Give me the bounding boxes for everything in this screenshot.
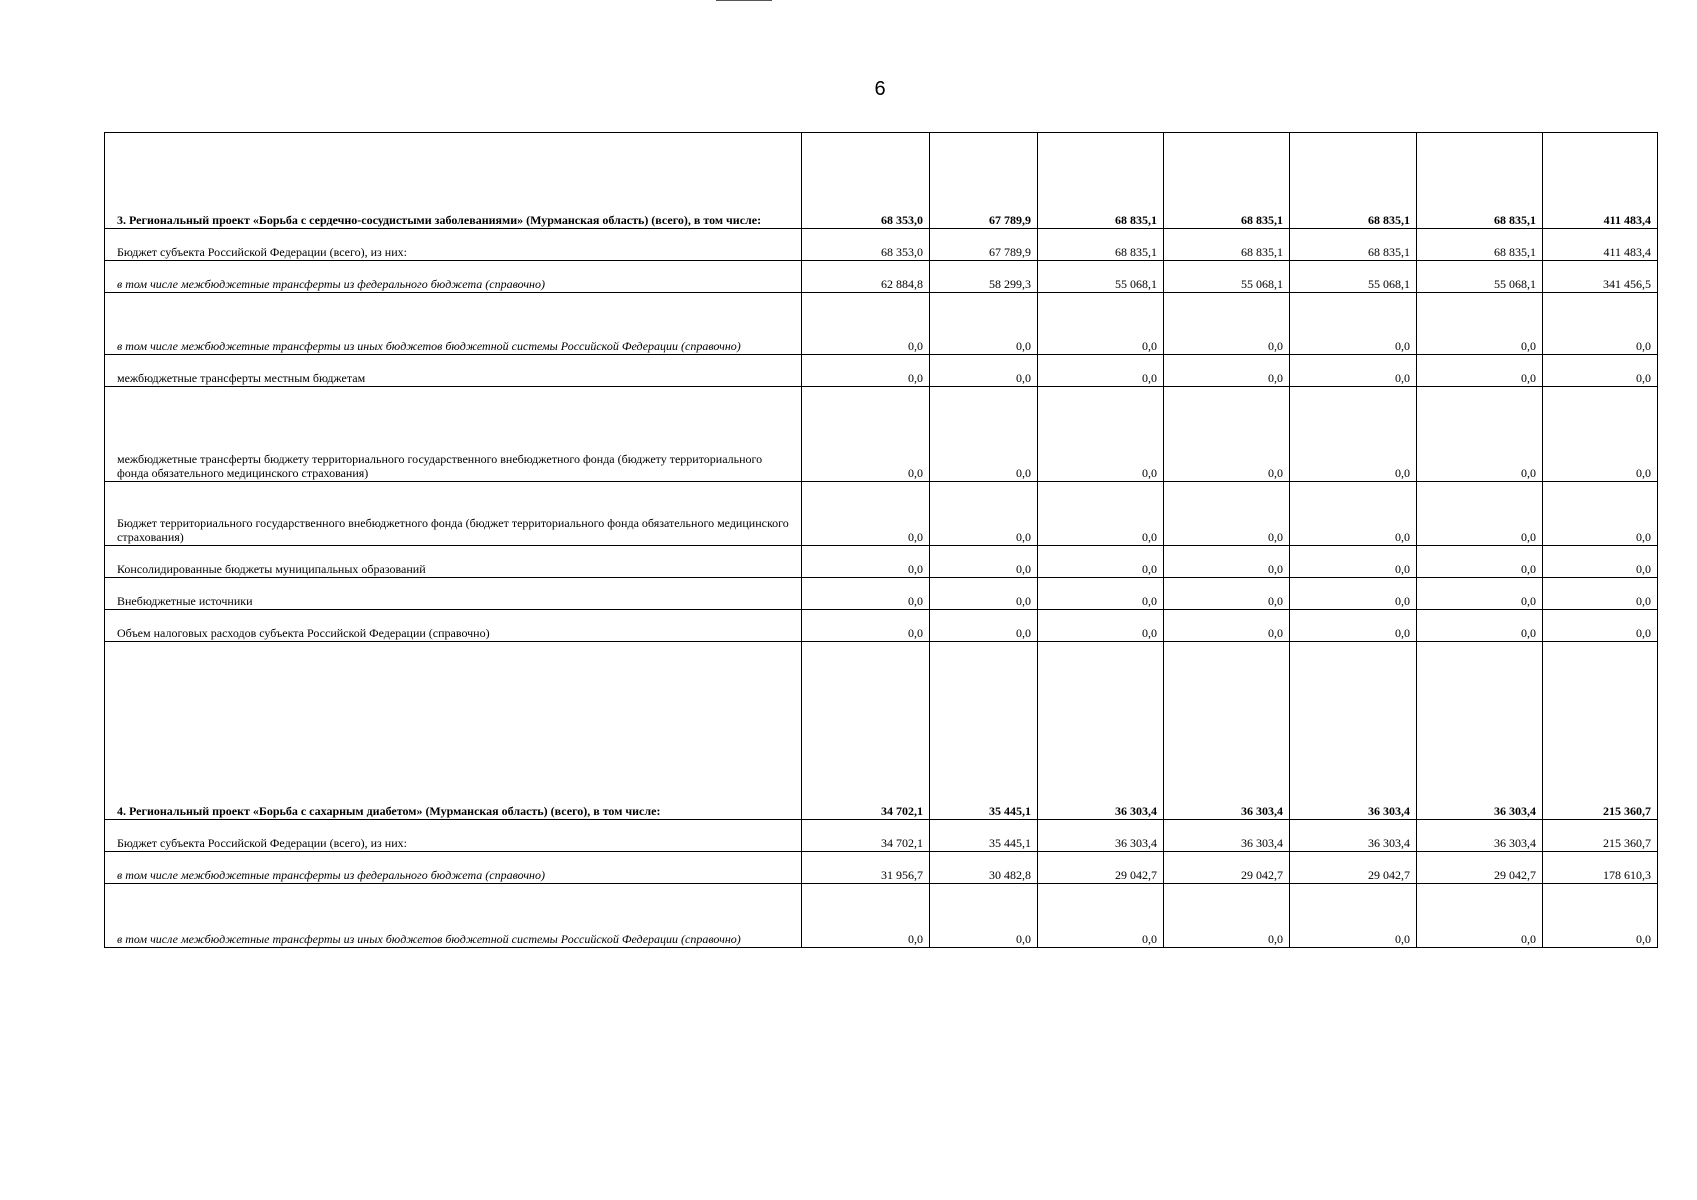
scan-mark bbox=[716, 0, 772, 1]
value-cell: 30 482,8 bbox=[930, 852, 1038, 884]
value-cell: 0,0 bbox=[1038, 884, 1164, 948]
value-cell: 0,0 bbox=[1038, 546, 1164, 578]
row-label: межбюджетные трансферты бюджету территориального государственного внебюджетного фонда (бюджету территориального фонда обязательного медицинского страхования) bbox=[105, 387, 802, 482]
value-cell: 68 835,1 bbox=[1417, 229, 1543, 261]
value-cell: 0,0 bbox=[802, 355, 930, 387]
value-cell: 68 835,1 bbox=[1164, 133, 1290, 229]
value-cell-total: 411 483,4 bbox=[1543, 229, 1658, 261]
table-row bbox=[105, 578, 1658, 610]
value-cell: 68 835,1 bbox=[1290, 133, 1417, 229]
value-cell-total: 215 360,7 bbox=[1543, 642, 1658, 820]
value-cell-total: 0,0 bbox=[1543, 546, 1658, 578]
value-cell: 36 303,4 bbox=[1164, 642, 1290, 820]
table-row bbox=[105, 387, 1658, 482]
value-cell: 68 835,1 bbox=[1038, 133, 1164, 229]
row-label: в том числе межбюджетные трансферты из федерального бюджета (справочно) bbox=[105, 852, 802, 884]
value-cell: 0,0 bbox=[1038, 293, 1164, 355]
value-cell: 36 303,4 bbox=[1164, 820, 1290, 852]
value-cell: 34 702,1 bbox=[802, 642, 930, 820]
value-cell: 0,0 bbox=[1164, 293, 1290, 355]
row-label: Объем налоговых расходов субъекта Российской Федерации (справочно) bbox=[105, 610, 802, 642]
value-cell: 0,0 bbox=[1290, 387, 1417, 482]
value-cell: 36 303,4 bbox=[1290, 820, 1417, 852]
value-cell: 58 299,3 bbox=[930, 261, 1038, 293]
value-cell: 0,0 bbox=[1164, 546, 1290, 578]
value-cell: 0,0 bbox=[802, 884, 930, 948]
row-label: в том числе межбюджетные трансферты из иных бюджетов бюджетной системы Российской Федерации (справочно) bbox=[105, 884, 802, 948]
value-cell: 0,0 bbox=[1417, 293, 1543, 355]
table-row bbox=[105, 546, 1658, 578]
value-cell: 0,0 bbox=[802, 482, 930, 546]
row-label: Бюджет территориального государственного внебюджетного фонда (бюджет территориального фонда обязательного медицинского страхования) bbox=[105, 482, 802, 546]
value-cell: 0,0 bbox=[1038, 355, 1164, 387]
value-cell: 29 042,7 bbox=[1417, 852, 1543, 884]
value-cell: 0,0 bbox=[1417, 578, 1543, 610]
value-cell: 0,0 bbox=[1164, 482, 1290, 546]
value-cell: 36 303,4 bbox=[1417, 820, 1543, 852]
row-label: Консолидированные бюджеты муниципальных образований bbox=[105, 546, 802, 578]
page-number: 6 bbox=[874, 78, 886, 100]
value-cell-total: 0,0 bbox=[1543, 610, 1658, 642]
value-cell: 36 303,4 bbox=[1290, 642, 1417, 820]
value-cell-total: 0,0 bbox=[1543, 293, 1658, 355]
value-cell: 68 835,1 bbox=[1164, 229, 1290, 261]
value-cell: 0,0 bbox=[1290, 546, 1417, 578]
value-cell: 0,0 bbox=[1417, 610, 1543, 642]
value-cell: 0,0 bbox=[930, 578, 1038, 610]
value-cell: 36 303,4 bbox=[1417, 642, 1543, 820]
row-label: 3. Региональный проект «Борьба с сердечно-сосудистыми заболеваниями» (Мурманская область) (всего), в том числе: bbox=[105, 133, 802, 229]
row-label: Внебюджетные источники bbox=[105, 578, 802, 610]
value-cell: 0,0 bbox=[930, 482, 1038, 546]
row-label: Бюджет субъекта Российской Федерации (всего), из них: bbox=[105, 820, 802, 852]
table-row bbox=[105, 820, 1658, 852]
value-cell: 0,0 bbox=[1417, 355, 1543, 387]
value-cell: 0,0 bbox=[802, 546, 930, 578]
value-cell: 0,0 bbox=[1417, 546, 1543, 578]
value-cell-total: 0,0 bbox=[1543, 387, 1658, 482]
value-cell: 55 068,1 bbox=[1417, 261, 1543, 293]
value-cell: 0,0 bbox=[930, 884, 1038, 948]
table-row bbox=[105, 355, 1658, 387]
row-label: Бюджет субъекта Российской Федерации (всего), из них: bbox=[105, 229, 802, 261]
value-cell: 34 702,1 bbox=[802, 820, 930, 852]
value-cell: 0,0 bbox=[1417, 884, 1543, 948]
value-cell: 0,0 bbox=[1038, 610, 1164, 642]
value-cell: 55 068,1 bbox=[1164, 261, 1290, 293]
value-cell: 29 042,7 bbox=[1290, 852, 1417, 884]
budget-table-body bbox=[105, 133, 1658, 948]
value-cell: 0,0 bbox=[930, 355, 1038, 387]
value-cell: 36 303,4 bbox=[1038, 820, 1164, 852]
value-cell: 0,0 bbox=[1164, 610, 1290, 642]
value-cell: 0,0 bbox=[1417, 482, 1543, 546]
value-cell-total: 341 456,5 bbox=[1543, 261, 1658, 293]
row-label: межбюджетные трансферты местным бюджетам bbox=[105, 355, 802, 387]
value-cell: 0,0 bbox=[930, 546, 1038, 578]
value-cell: 68 835,1 bbox=[1038, 229, 1164, 261]
table-row bbox=[105, 133, 1658, 229]
value-cell: 67 789,9 bbox=[930, 133, 1038, 229]
value-cell: 35 445,1 bbox=[930, 642, 1038, 820]
value-cell: 0,0 bbox=[930, 293, 1038, 355]
value-cell: 0,0 bbox=[1038, 482, 1164, 546]
value-cell: 0,0 bbox=[1290, 610, 1417, 642]
value-cell: 0,0 bbox=[802, 610, 930, 642]
table-row bbox=[105, 852, 1658, 884]
value-cell: 0,0 bbox=[802, 293, 930, 355]
value-cell: 0,0 bbox=[1164, 578, 1290, 610]
value-cell: 0,0 bbox=[1038, 387, 1164, 482]
value-cell-total: 0,0 bbox=[1543, 884, 1658, 948]
table-row bbox=[105, 884, 1658, 948]
value-cell-total: 178 610,3 bbox=[1543, 852, 1658, 884]
value-cell: 0,0 bbox=[1164, 884, 1290, 948]
value-cell: 0,0 bbox=[1290, 355, 1417, 387]
value-cell: 55 068,1 bbox=[1290, 261, 1417, 293]
value-cell: 55 068,1 bbox=[1038, 261, 1164, 293]
table-row bbox=[105, 293, 1658, 355]
value-cell: 0,0 bbox=[1164, 355, 1290, 387]
value-cell: 0,0 bbox=[802, 578, 930, 610]
row-label: в том числе межбюджетные трансферты из иных бюджетов бюджетной системы Российской Федерации (справочно) bbox=[105, 293, 802, 355]
value-cell: 0,0 bbox=[930, 387, 1038, 482]
value-cell: 29 042,7 bbox=[1038, 852, 1164, 884]
value-cell-total: 0,0 bbox=[1543, 482, 1658, 546]
value-cell: 29 042,7 bbox=[1164, 852, 1290, 884]
row-label: 4. Региональный проект «Борьба с сахарным диабетом» (Мурманская область) (всего), в том числе: bbox=[105, 642, 802, 820]
table-row bbox=[105, 642, 1658, 820]
value-cell: 68 835,1 bbox=[1290, 229, 1417, 261]
value-cell: 0,0 bbox=[1038, 578, 1164, 610]
value-cell: 31 956,7 bbox=[802, 852, 930, 884]
table-row bbox=[105, 229, 1658, 261]
value-cell-total: 215 360,7 bbox=[1543, 820, 1658, 852]
value-cell: 68 353,0 bbox=[802, 133, 930, 229]
value-cell: 0,0 bbox=[1164, 387, 1290, 482]
value-cell-total: 0,0 bbox=[1543, 355, 1658, 387]
value-cell: 35 445,1 bbox=[930, 820, 1038, 852]
value-cell: 0,0 bbox=[1417, 387, 1543, 482]
value-cell: 36 303,4 bbox=[1038, 642, 1164, 820]
value-cell: 0,0 bbox=[1290, 578, 1417, 610]
value-cell: 62 884,8 bbox=[802, 261, 930, 293]
value-cell: 0,0 bbox=[1290, 884, 1417, 948]
value-cell: 67 789,9 bbox=[930, 229, 1038, 261]
value-cell: 0,0 bbox=[1290, 293, 1417, 355]
value-cell: 68 835,1 bbox=[1417, 133, 1543, 229]
value-cell: 68 353,0 bbox=[802, 229, 930, 261]
budget-table bbox=[104, 132, 1658, 948]
value-cell: 0,0 bbox=[1290, 482, 1417, 546]
table-row bbox=[105, 610, 1658, 642]
value-cell: 0,0 bbox=[802, 387, 930, 482]
table-row bbox=[105, 261, 1658, 293]
table-row bbox=[105, 482, 1658, 546]
value-cell-total: 0,0 bbox=[1543, 578, 1658, 610]
value-cell: 0,0 bbox=[930, 610, 1038, 642]
row-label: в том числе межбюджетные трансферты из федерального бюджета (справочно) bbox=[105, 261, 802, 293]
value-cell-total: 411 483,4 bbox=[1543, 133, 1658, 229]
